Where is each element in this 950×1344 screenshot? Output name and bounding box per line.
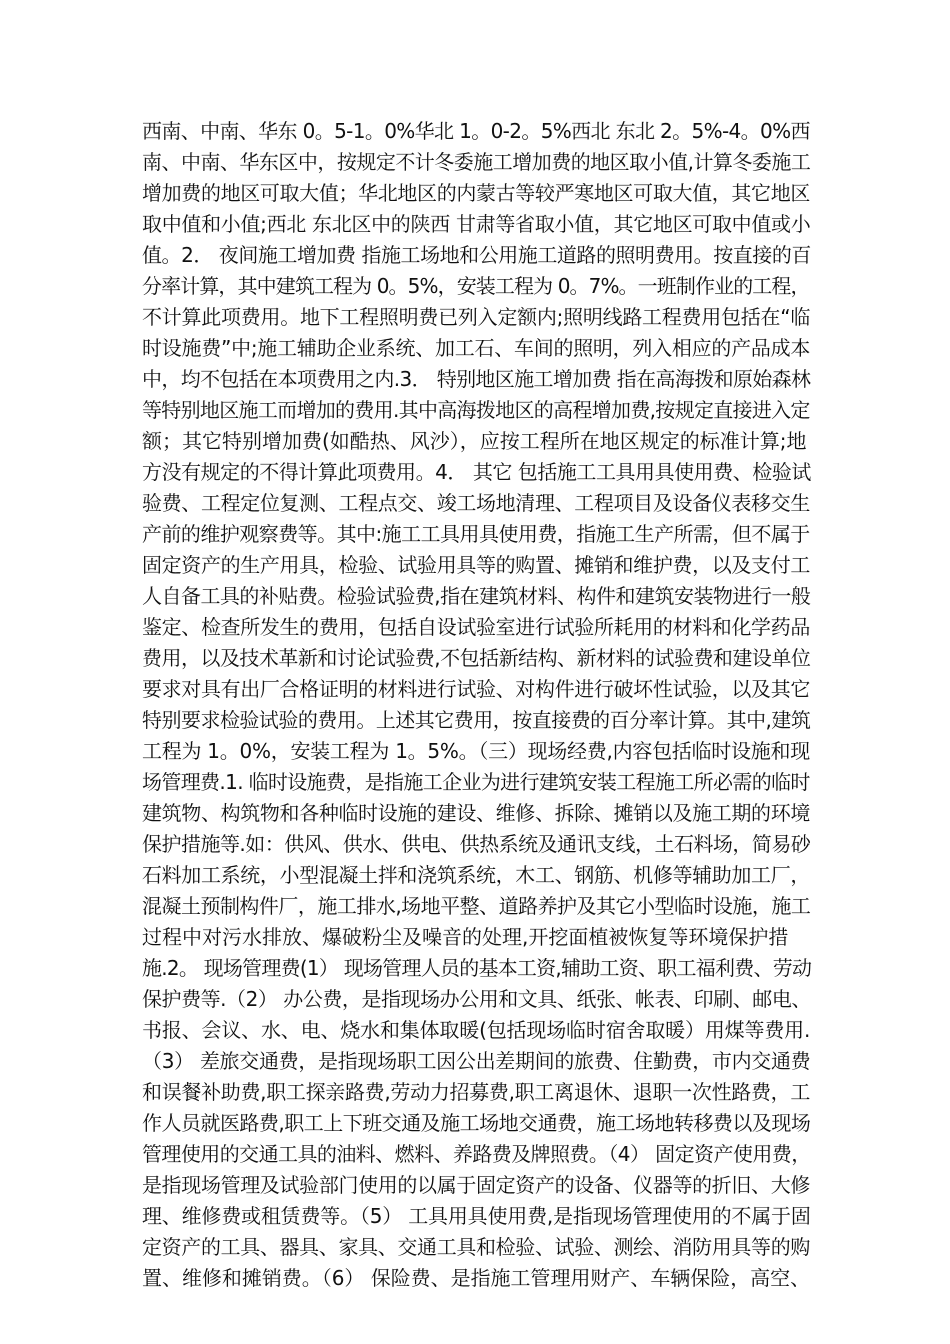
body-text: [142, 116, 810, 1294]
text-line: 理、维修费或租赁费等。（5） 工具用具使用费,是指现场管理使用的不属于固: [142, 1204, 811, 1228]
text-line: 等特别地区施工而增加的费用.其中高海拨地区的高程增加费,按规定直接进入定: [142, 398, 810, 422]
text-line: 石料加工系统，小型混凝土拌和浇筑系统，木工、钢筋、机修等辅助加工厂，: [142, 863, 810, 887]
text-line: 作人员就医路费,职工上下班交通及施工场地交通费，施工场地转移费以及现场: [142, 1111, 811, 1135]
text-line: 中，均不包括在本项费用之内.3． 特别地区施工增加费 指在高海拨和原始森林: [142, 367, 811, 391]
text-line: 固定资产的生产用具，检验、试验用具等的购置、摊销和维护费，以及支付工: [142, 553, 810, 577]
text-line: 西南、中南、华东 0。5-1。0%华北 1。0-2。5%西北 东北 2。5%-4。0%西: [142, 119, 810, 143]
text-line: 额；其它特别增加费(如酷热、风沙），应按工程所在地区规定的标准计算;地: [142, 429, 807, 453]
text-line: 人自备工具的补贴费。检验试验费,指在建筑材料、构件和建筑安装物进行一般: [142, 584, 811, 608]
text-line: 值。2． 夜间施工增加费 指施工场地和公用施工道路的照明费用。按直接的百: [142, 243, 811, 267]
text-line: 时设施费”中;施工辅助企业系统、加工石、车间的照明，列入相应的产品成本: [142, 336, 811, 360]
text-line: 取中值和小值;西北 东北区中的陕西 甘肃等省取小值，其它地区可取中值或小: [142, 212, 811, 236]
text-line: 建筑物、构筑物和各种临时设施的建设、维修、拆除、摊销以及施工期的环境: [142, 801, 810, 825]
text-line: 南、中南、华东区中，按规定不计冬委施工增加费的地区取小值,计算冬委施工: [142, 150, 811, 174]
text-line: 施.2。 现场管理费(1） 现场管理人员的基本工资,辅助工资、职工福利费、劳动: [142, 956, 812, 980]
text-line: 定资产的工具、器具、家具、交通工具和检验、试验、测绘、消防用具等的购: [142, 1235, 810, 1259]
text-line: 增加费的地区可取大值；华北地区的内蒙古等较严寒地区可取大值，其它地区: [142, 181, 810, 205]
text-line: 置、维修和摊销费。（6） 保险费、是指施工管理用财产、车辆保险，高空、: [142, 1266, 811, 1290]
text-line: 验费、工程定位复测、工程点交、竣工场地清理、工程项目及设备仪表移交生: [142, 491, 810, 515]
text-line: 工程为 1。0%，安装工程为 1。5%。（三）现场经费,内容包括临时设施和现: [142, 739, 810, 763]
text-line: 保护措施等.如：供风、供水、供电、供热系统及通讯支线，土石料场，简易砂: [142, 832, 811, 856]
text-line: 保护费等.（2） 办公费，是指现场办公用和文具、纸张、帐表、印刷、邮电、: [142, 987, 811, 1011]
text-line: 是指现场管理及试验部门使用的以属于固定资产的设备、仪器等的折旧、大修: [142, 1173, 810, 1197]
text-line: 管理使用的交通工具的油料、燃料、养路费及牌照费。（4） 固定资产使用费，: [142, 1142, 811, 1166]
text-line: 鉴定、检查所发生的费用，包括自设试验室进行试验所耗用的材料和化学药品: [142, 615, 810, 639]
text-line: （3） 差旅交通费，是指现场职工因公出差期间的旅费、住勤费，市内交通费: [142, 1049, 811, 1073]
text-line: 场管理费.1. 临时设施费，是指施工企业为进行建筑安装工程施工所必需的临时: [142, 770, 810, 794]
text-line: 费用，以及技术革新和讨论试验费,不包括新结构、新材料的试验费和建设单位: [142, 646, 811, 670]
text-line: 分率计算，其中建筑工程为 0。5%，安装工程为 0。7%。一班制作业的工程，: [142, 274, 810, 298]
text-line: 混凝土预制构件厂，施工排水,场地平整、道路养护及其它小型临时设施，施工: [142, 894, 811, 918]
text-line: 方没有规定的不得计算此项费用。4． 其它 包括施工工具用具使用费、检验试: [142, 460, 811, 484]
text-line: 产前的维护观察费等。其中:施工工具用具使用费，指施工生产所需，但不属于: [142, 522, 810, 546]
text-line: 过程中对污水排放、爆破粉尘及噪音的处理,开挖面植被恢复等环境保护措: [142, 925, 789, 949]
text-line: 要求对具有出厂合格证明的材料进行试验、对构件进行破坏性试验，以及其它: [142, 677, 810, 701]
text-line: 不计算此项费用。地下工程照明费已列入定额内;照明线路工程费用包括在“临: [142, 305, 811, 329]
text-line: 书报、会议、水、电、烧水和集体取暖(包括现场临时宿舍取暖）用煤等费用.: [142, 1018, 811, 1042]
text-line: 和误餐补助费,职工探亲路费,劳动力招募费,职工离退休、退职一次性路费，工: [142, 1080, 811, 1104]
text-line: 特别要求检验试验的费用。上述其它费用，按直接费的百分率计算。其中,建筑: [142, 708, 811, 732]
